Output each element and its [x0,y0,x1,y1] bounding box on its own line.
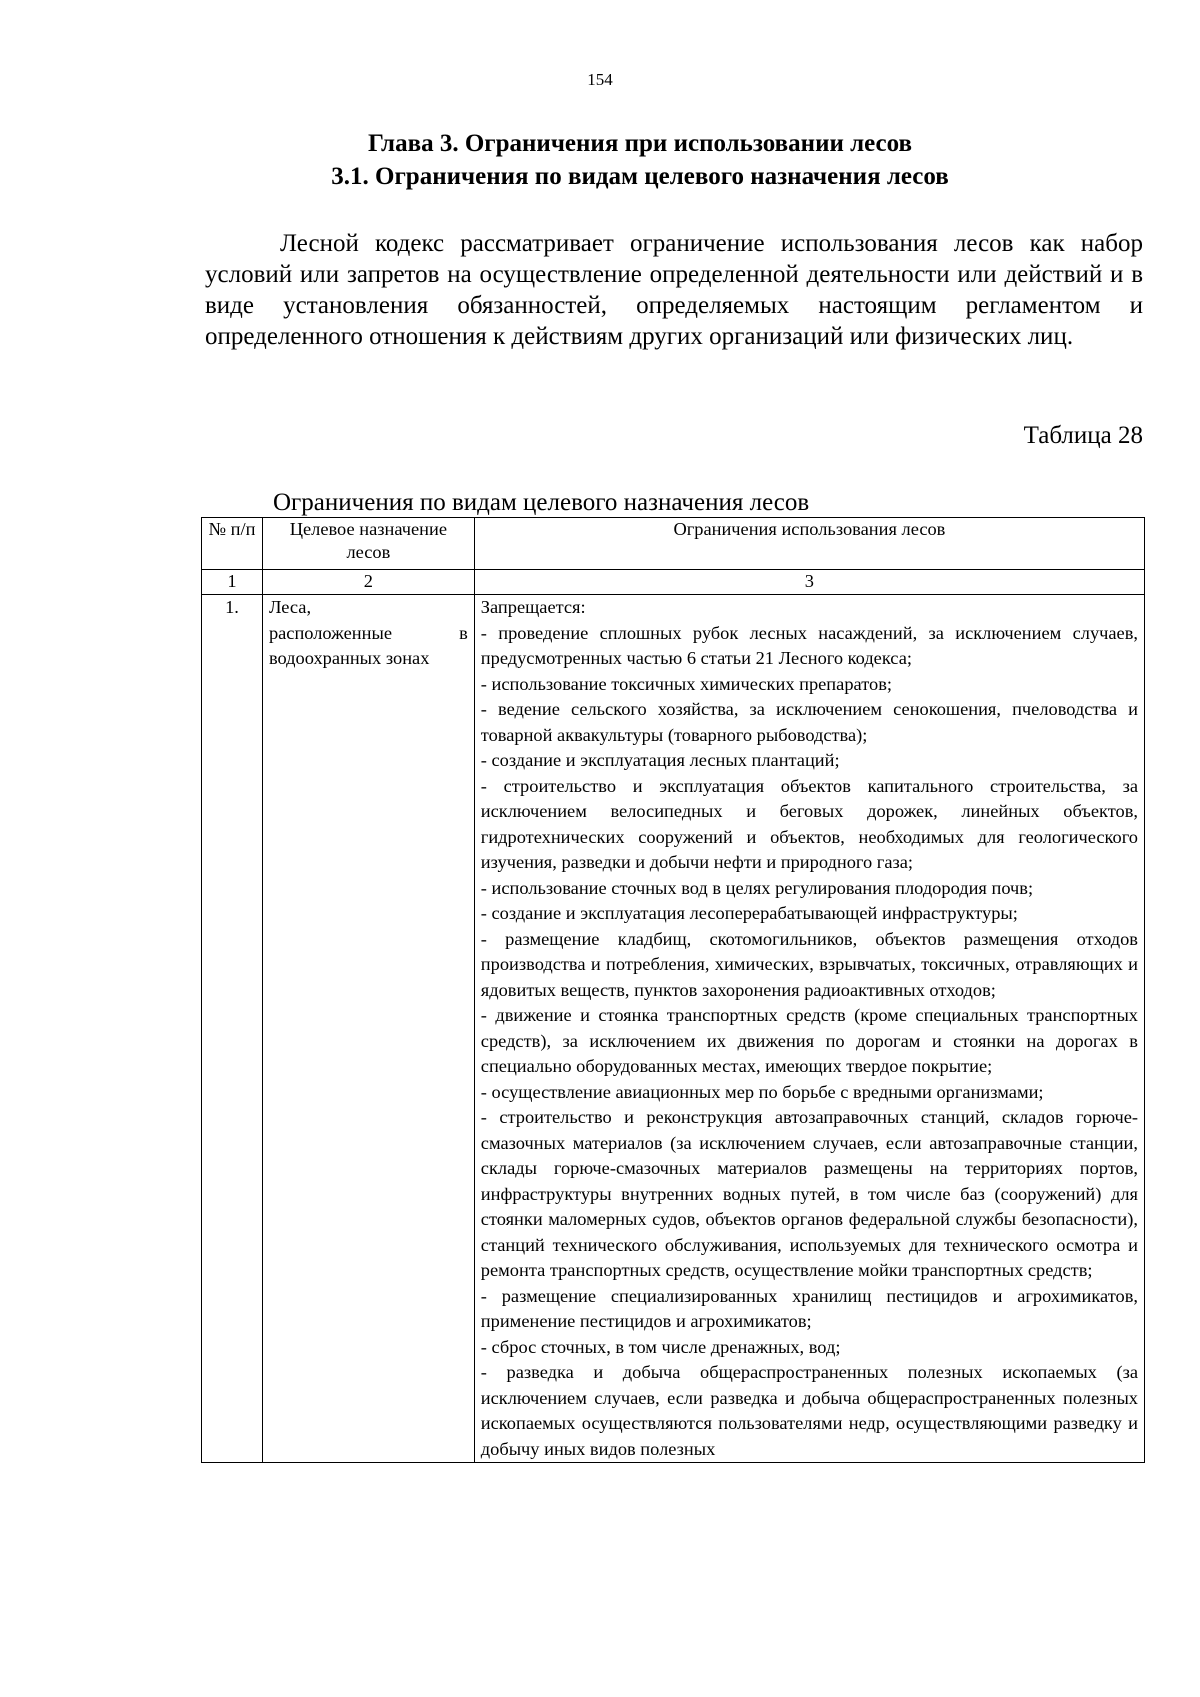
restriction-item: - осуществление авиационных мер по борьбе с вредными организмами; [480,1081,1044,1102]
table-caption: Ограничения по видам целевого назначения лесов [273,489,810,516]
restriction-item: - ведение сельского хозяйства, за исключением сенокошения, пчеловодства и товарной аквакультуры (товарного рыбоводства); [480,699,1138,745]
row-number: 1. [202,595,263,1463]
restrictions-table [201,517,1145,1463]
header-number: № п/п [202,518,263,570]
row-purpose [262,595,474,1463]
restriction-item: - строительство и реконструкция автозаправочных станций, складов горюче-смазочных материалов (за исключением случаев, если автозаправочные станции, склады горюче-смазочных материалов размещены на территориях портов, инфраструктуры внутренних водных путей, в том числе баз (сооружений) для стоянки маломерных судов, объектов органов федеральной службы безопасности), станций технического обслуживания, используемых для технического осмотра и ремонта транспортных средств, осуществление мойки транспортных средств; [480,1107,1138,1280]
table-header-row [202,518,1145,570]
chapter-heading: Глава 3. Ограничения при использовании лесов [367,130,913,157]
restriction-item: - разведка и добыча общераспространенных полезных ископаемых (за исключением случаев, если разведка и добыча общераспространенных полезных ископаемых осуществляются пользователями недр, осуществляющими разведку и добычу иных видов полезных [480,1362,1138,1459]
header-purpose: Целевое назначение лесов [262,518,474,570]
purpose-line-2: расположенные в [268,622,468,643]
intro-text: Лесной кодекс рассматривает ограничение использования лесов как набор условий или запретов на осуществление определенной деятельности или действий и в виде установления обязанностей, определяемых настоящим регламентом и определенного отношения к действиям других организаций или физических лиц. [205,230,1143,350]
table-label: Таблица 28 [1023,422,1143,449]
restriction-item: Запрещается: [480,597,586,617]
column-number-2: 2 [262,570,474,595]
header-restrictions: Ограничения использования лесов [474,518,1144,570]
restriction-item: - создание и эксплуатация лесоперерабатывающей инфраструктуры; [480,903,1018,923]
intro-paragraph [205,228,1143,352]
purpose-line-3: водоохранных зонах [268,648,430,668]
restriction-item: - сброс сточных, в том числе дренажных, вод; [480,1336,841,1357]
column-number-3: 3 [474,570,1144,595]
table-row [202,595,1145,1463]
restriction-item: - размещение специализированных хранилищ пестицидов и агрохимикатов, применение пестицидов и агрохимикатов; [480,1285,1138,1331]
section-heading: 3.1. Ограничения по видам целевого назначения лесов [331,163,949,190]
page-number: 154 [587,70,613,89]
column-number-1: 1 [202,570,263,595]
restriction-item: - использование сточных вод в целях регулирования плодородия почв; [480,877,1034,898]
restriction-item: - использование токсичных химических препаратов; [480,673,892,694]
restriction-item: - создание и эксплуатация лесных плантаций; [480,750,840,770]
column-number-row [202,570,1145,595]
restriction-item: - строительство и эксплуатация объектов капитального строительства, за исключением велосипедных и беговых дорожек, линейных объектов, гидротехнических сооружений и объектов, необходимых для геологического изучения, разведки и добычи нефти и природного газа; [480,775,1138,872]
row-restrictions [474,595,1144,1463]
restriction-item: - размещение кладбищ, скотомогильников, объектов размещения отходов производства и потребления, химических, взрывчатых, токсичных, отравляющих и ядовитых веществ, пунктов захоронения радиоактивных отходов; [480,928,1138,1000]
restriction-item: - движение и стоянка транспортных средств (кроме специальных транспортных средств), за исключением их движения по дорогам и стоянки на дорогах в специально оборудованных местах, имеющих твердое покрытие; [480,1005,1138,1076]
purpose-line-1: Леса, [268,597,312,617]
restriction-item: - проведение сплошных рубок лесных насаждений, за исключением случаев, предусмотренных частью 6 статьи 21 Лесного кодекса; [480,622,1138,668]
